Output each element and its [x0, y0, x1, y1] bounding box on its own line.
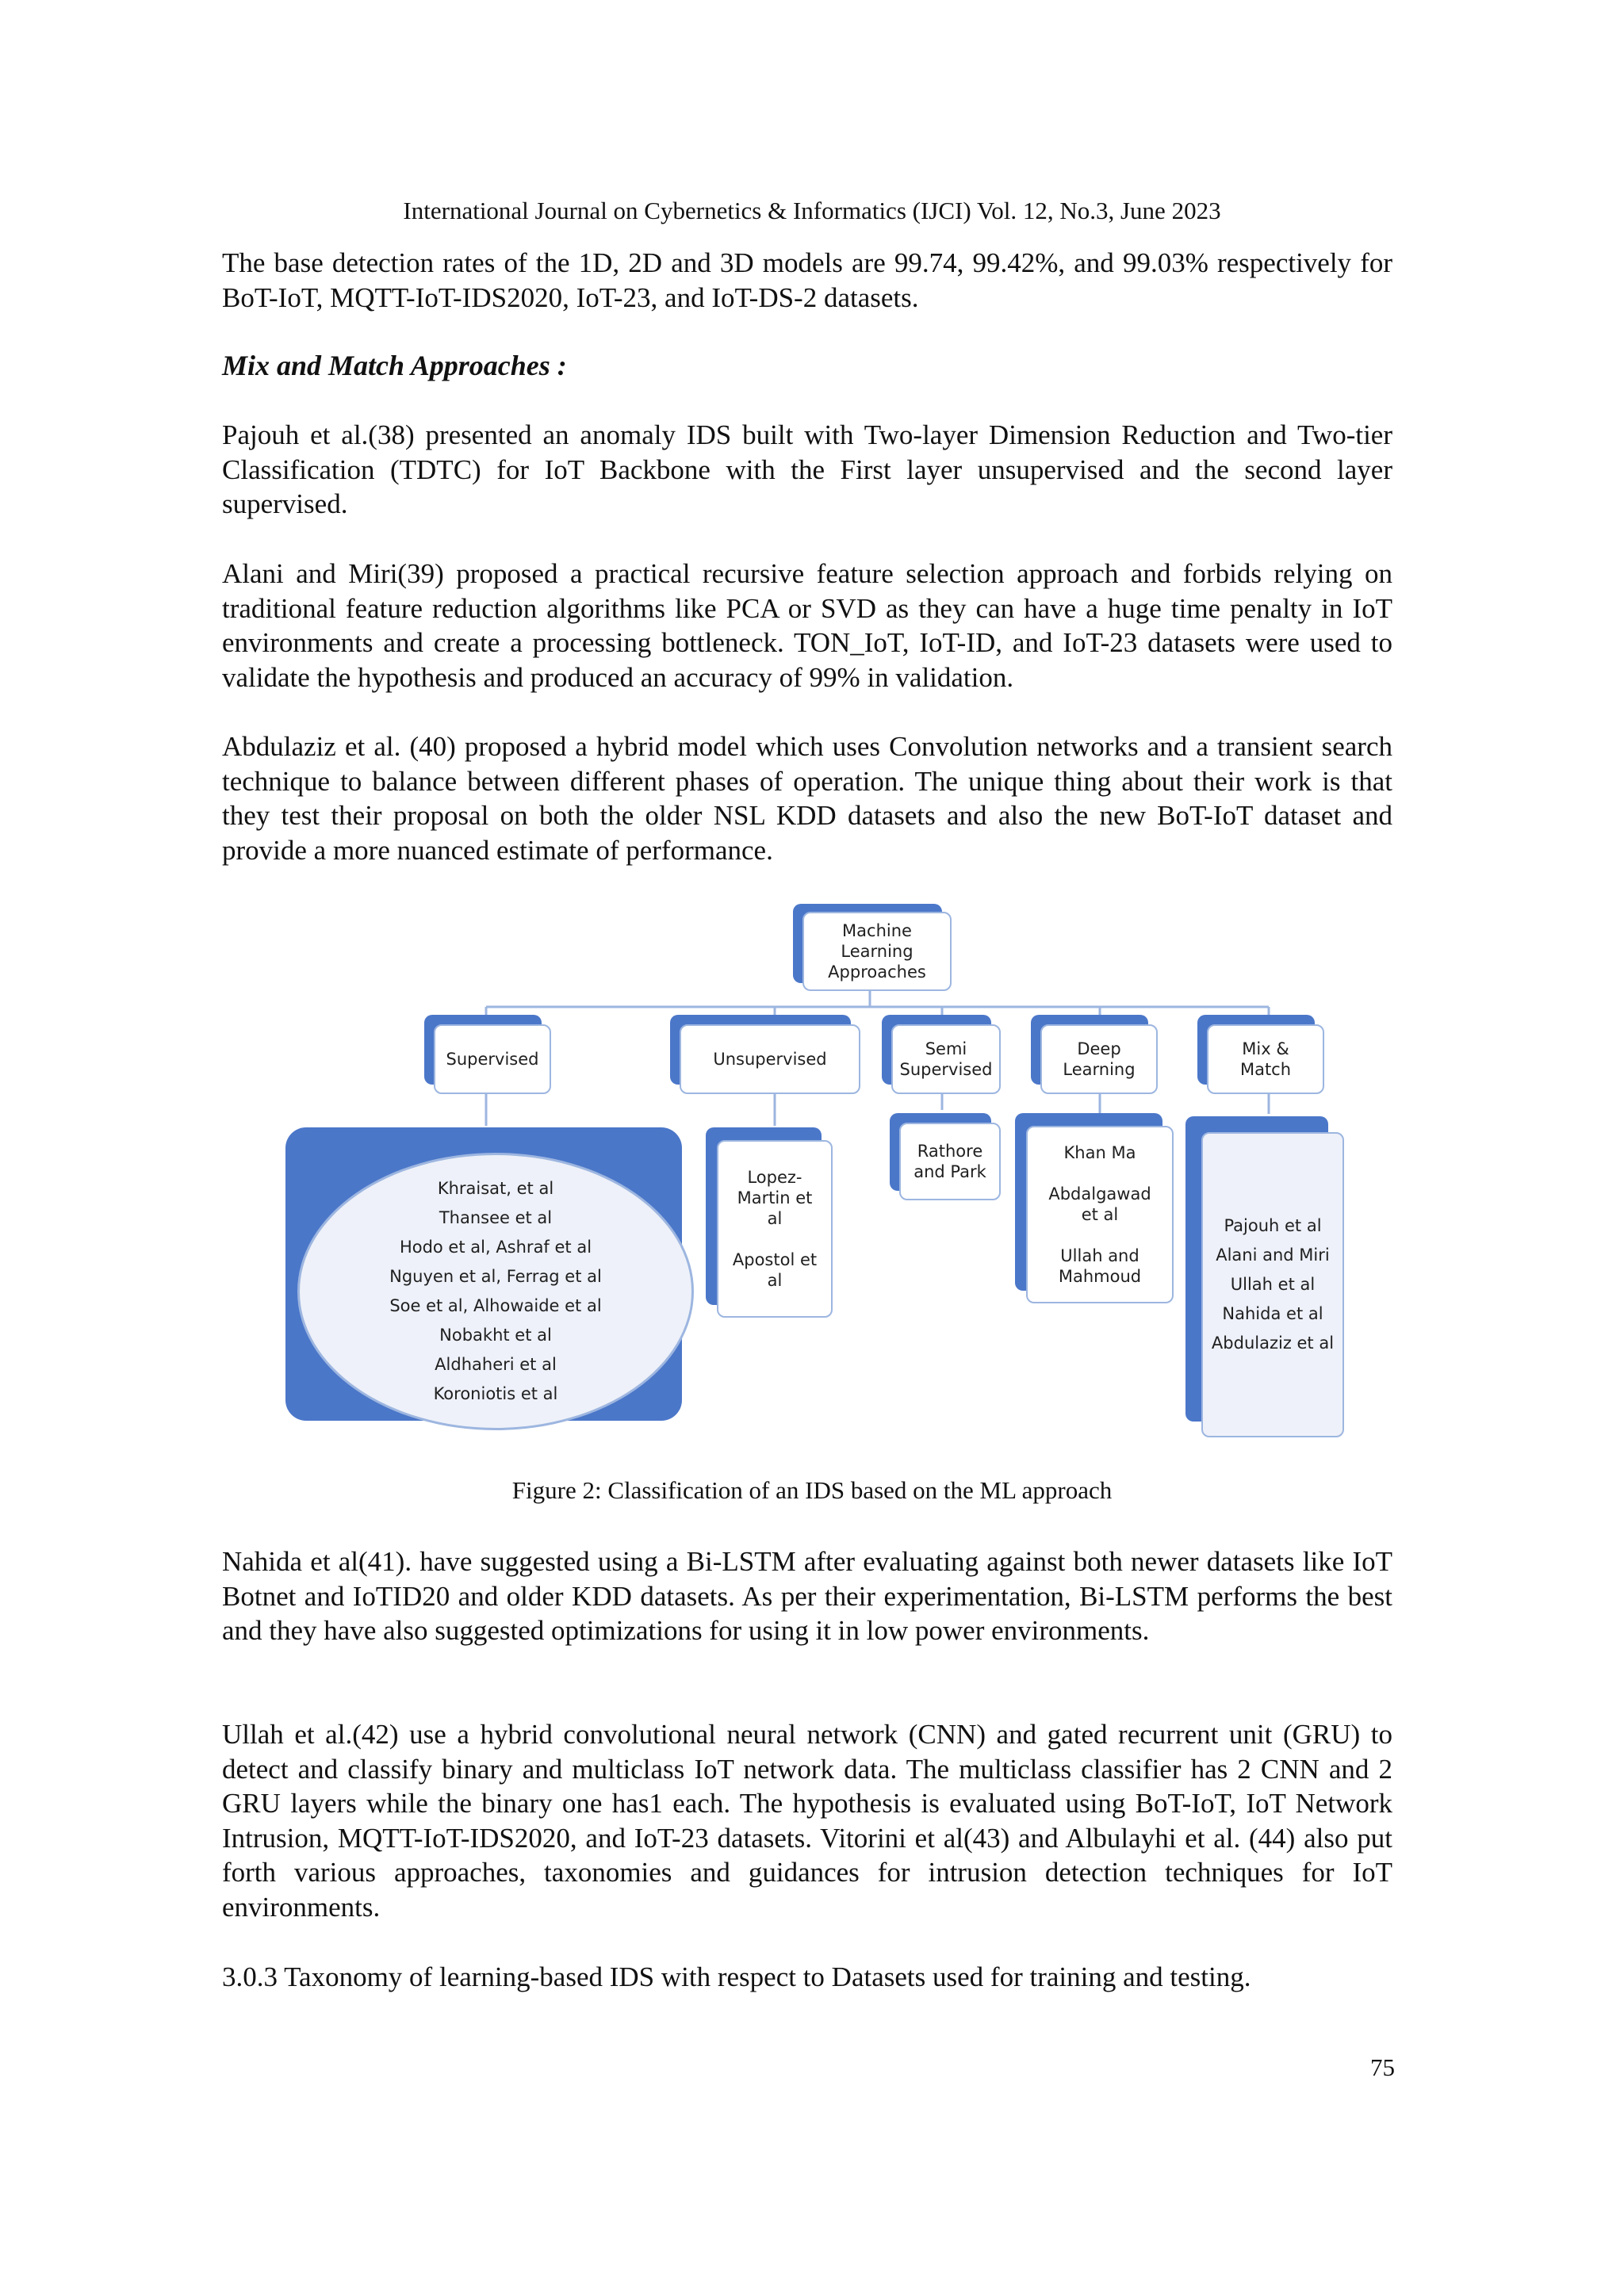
ml-approaches-diagram — [278, 896, 1348, 1451]
paragraph-nahida: Nahida et al(41). have suggested using a Bi-LSTM after evaluating against both newer datasets like IoT Botnet and IoTID20 and older KDD datasets. As per their experimentation, Bi-LSTM performs the best and they have also suggested optimizations for using it in low power environments. — [222, 1546, 1392, 1646]
category-semi-supervised — [882, 1015, 1001, 1094]
section-heading: Mix and Match Approaches : — [222, 350, 567, 381]
supervised-leaf: Soe et al, Alhowaide et al — [389, 1296, 602, 1315]
paragraph-pajouh: Pajouh et al.(38) presented an anomaly IDS built with Two-layer Dimension Reduction and Two-tier Classification (TDTC) for IoT Backbone with the First layer unsupervised and the second layer supervised. — [222, 419, 1392, 519]
paragraph-abdulaziz: Abdulaziz et al. (40) proposed a hybrid model which uses Convolution networks and a transient search technique to balance between different phases of operation. The unique thing about their work is that they test their proposal on both the older NSL KDD datasets and also the new BoT-IoT dataset and provide a more nuanced estimate of performance. — [222, 731, 1392, 866]
mix-match-leaf-list — [1212, 1211, 1334, 1358]
category-deep-learning — [1031, 1015, 1158, 1094]
supervised-leaf: Hodo et al, Ashraf et al — [399, 1238, 592, 1257]
semi-supervised-leaf-list: Rathore and Park — [914, 1142, 986, 1181]
figure-caption: Figure 2: Classification of an IDS based on the ML approach — [511, 1476, 1113, 1504]
section-3-0-3-title: 3.0.3 Taxonomy of learning-based IDS with respect to Datasets used for training and testing. — [222, 1961, 1251, 1992]
mix-match-leaf: Alani and Miri — [1216, 1246, 1330, 1265]
unsupervised-leaf-list: Lopez- Martin et al Apostol et al — [732, 1168, 818, 1290]
category-supervised — [424, 1015, 551, 1094]
category-unsupervised-label: Unsupervised — [713, 1050, 827, 1069]
category-deep-learning-label: Deep Learning — [1063, 1039, 1136, 1079]
supervised-leaf-group — [285, 1127, 682, 1421]
deep-learning-leaf-group — [1015, 1113, 1174, 1303]
root-node — [793, 904, 952, 991]
category-unsupervised — [670, 1015, 860, 1094]
page-number: 75 — [1370, 2053, 1395, 2081]
supervised-leaf: Nguyen et al, Ferrag et al — [389, 1267, 602, 1286]
supervised-leaf: Khraisat, et al — [437, 1179, 554, 1198]
supervised-leaf: Aldhaheri et al — [435, 1355, 557, 1374]
mix-match-leaf: Pajouh et al — [1224, 1216, 1322, 1235]
deep-learning-leaf-list: Khan Ma Abdalgawad et al Ullah and Mahmoud — [1048, 1143, 1151, 1286]
category-semi-supervised-label: Semi Supervised — [899, 1039, 993, 1079]
supervised-leaf-list — [389, 1174, 602, 1409]
running-header: International Journal on Cybernetics & Informatics (IJCI) Vol. 12, No.3, June 2023 — [403, 197, 1221, 224]
paragraph-alani-miri: Alani and Miri(39) proposed a practical recursive feature selection approach and forbids relying on traditional feature reduction algorithms like PCA or SVD as they can have a huge time penalty in IoT environments and create a processing bottleneck. TON_IoT, IoT-ID, and IoT-23 datasets were used to validate the hypothesis and produced an accuracy of 99% in validation. — [222, 558, 1392, 693]
mix-match-leaf: Abdulaziz et al — [1211, 1334, 1335, 1353]
supervised-leaf: Thansee et al — [439, 1208, 553, 1227]
category-mix-match-label: Mix & Match — [1239, 1039, 1292, 1079]
mix-match-leaf: Ullah et al — [1230, 1275, 1316, 1294]
mix-match-leaf: Nahida et al — [1222, 1304, 1323, 1323]
paragraph-ullah: Ullah et al.(42) use a hybrid convolutional neural network (CNN) and gated recurrent unit (GRU) to detect and classify binary and multiclass IoT network data. The multiclass classifier has 2 CNN and 2 GRU layers while the binary one has1 each. The hypothesis is evaluated using BoT-IoT, IoT Network Intrusion, MQTT-IoT-IDS2020, and IoT-23 datasets. Vitorini et al(43) and Albulayhi et al. (44) also put forth various approaches, taxonomies and guidances for intrusion detection techniques for IoT environments. — [222, 1719, 1392, 1923]
unsupervised-leaf-group — [706, 1127, 833, 1318]
supervised-leaf: Nobakht et al — [439, 1326, 552, 1345]
mix-match-leaf-group — [1185, 1116, 1344, 1437]
root-node-label: Machine Learning Approaches — [828, 921, 926, 982]
supervised-leaf: Koroniotis et al — [433, 1384, 558, 1403]
category-mix-match — [1197, 1015, 1324, 1094]
category-supervised-label: Supervised — [446, 1050, 539, 1069]
paragraph-detection-rates: The base detection rates of the 1D, 2D and 3D models are 99.74, 99.42%, and 99.03% respectively for BoT-IoT, MQTT-IoT-IDS2020, IoT-23, and IoT-DS-2 datasets. — [222, 247, 1392, 313]
semi-supervised-leaf-group — [890, 1113, 1001, 1200]
